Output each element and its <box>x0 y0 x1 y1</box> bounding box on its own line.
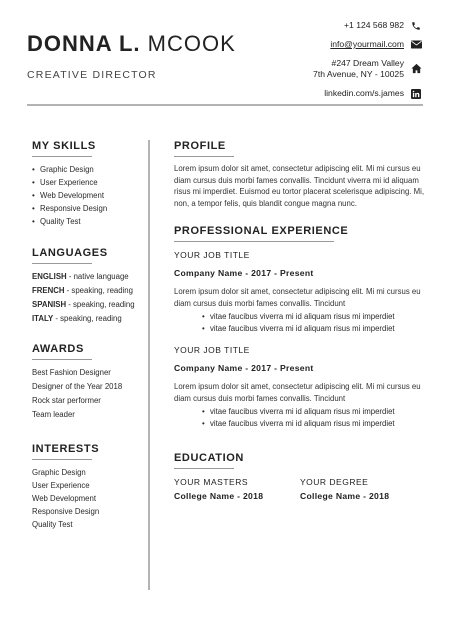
degree-name: YOUR MASTERS <box>174 477 249 487</box>
interests-underline <box>32 459 92 460</box>
address-line-1: #247 Dream Valley <box>331 58 404 68</box>
profile-section <box>174 140 426 209</box>
education-title: EDUCATION <box>174 452 244 464</box>
language-item <box>32 312 140 326</box>
language-name: SPANISH <box>32 300 67 309</box>
education-section <box>174 452 426 501</box>
language-level: - speaking, reading <box>53 314 122 323</box>
education-entry <box>174 477 300 501</box>
job-bullet: • vitae faucibus viverra mi id aliquam risus mi imperdiet <box>202 311 426 323</box>
job-role: CREATIVE DIRECTOR <box>27 69 157 81</box>
profile-title: PROFILE <box>174 140 226 152</box>
skill-item: • User Experience <box>32 176 140 189</box>
column-divider <box>148 140 150 590</box>
experience-title: PROFESSIONAL EXPERIENCE <box>174 225 349 237</box>
education-entries <box>174 477 426 501</box>
home-icon <box>410 63 422 74</box>
job-title: YOUR JOB TITLE <box>174 250 250 260</box>
resume-name <box>27 31 236 57</box>
job-bullet: • vitae faucibus viverra mi id aliquam risus mi imperdiet <box>202 323 426 335</box>
job-bullets <box>202 406 426 430</box>
profile-text: Lorem ipsum dolor sit amet, consectetur adipiscing elit. Mi mi cursus eu diam cursus duis morbi fames convallis. Tincidunt viverra mi id aliquam risus mi imperdiet. Euismod eu tortor placerat scelerisque adipiscing. Mi, non, a tempor felis, quis blandit congue magna nunc. <box>174 164 425 208</box>
languages-title: LANGUAGES <box>32 247 108 259</box>
contact-email <box>313 39 422 50</box>
interests-title: INTERESTS <box>32 443 100 455</box>
degree-name: YOUR DEGREE <box>300 477 369 487</box>
award-item: Designer of the Year 2018 <box>32 382 123 391</box>
languages-underline <box>32 263 92 264</box>
college-name: College Name - 2018 <box>300 491 390 501</box>
job-title: YOUR JOB TITLE <box>174 345 250 355</box>
language-name: ENGLISH <box>32 272 67 281</box>
language-item <box>32 284 140 298</box>
contact-address <box>313 58 422 80</box>
interest-item: User Experience <box>32 481 90 490</box>
last-name: MCOOK <box>147 31 236 56</box>
job-bullets <box>202 311 426 335</box>
education-underline <box>174 468 234 469</box>
job-description: Lorem ipsum dolor sit amet, consectetur adipiscing elit. Mi mi cursus eu diam cursus duis morbi fames convallis. Tincidunt <box>174 287 421 308</box>
language-item <box>32 298 140 312</box>
profile-underline <box>174 156 234 157</box>
skill-item: • Web Development <box>32 189 140 202</box>
interest-item: Graphic Design <box>32 468 86 477</box>
contact-linkedin <box>313 88 422 99</box>
first-name: DONNA L. <box>27 31 141 56</box>
phone-text: +1 124 568 982 <box>344 20 404 30</box>
language-name: FRENCH <box>32 286 65 295</box>
college-name: College Name - 2018 <box>174 491 264 501</box>
right-column <box>174 140 426 501</box>
job-entry <box>174 250 426 335</box>
awards-section <box>32 343 140 422</box>
language-name: ITALY <box>32 314 54 323</box>
languages-section <box>32 247 140 326</box>
interest-item: Quality Test <box>32 520 73 529</box>
experience-section <box>174 225 426 430</box>
interests-section <box>32 443 140 531</box>
job-bullet: • vitae faucibus viverra mi id aliquam risus mi imperdiet <box>202 406 426 418</box>
left-column <box>32 140 140 531</box>
interest-item: Responsive Design <box>32 507 100 516</box>
skill-item: • Graphic Design <box>32 163 140 176</box>
skills-list <box>32 163 140 228</box>
job-bullet: • vitae faucibus viverra mi id aliquam risus mi imperdiet <box>202 418 426 430</box>
skills-title: MY SKILLS <box>32 140 96 152</box>
job-description: Lorem ipsum dolor sit amet, consectetur adipiscing elit. Mi mi cursus eu diam cursus duis morbi fames convallis. Tincidunt <box>174 382 421 403</box>
language-level: - speaking, reading <box>66 300 135 309</box>
award-item: Team leader <box>32 410 75 419</box>
job-company: Company Name - 2017 - Present <box>174 268 314 278</box>
envelope-icon <box>410 39 422 50</box>
header-divider <box>27 104 423 106</box>
job-company: Company Name - 2017 - Present <box>174 363 314 373</box>
language-level: - speaking, reading <box>64 286 133 295</box>
email-link[interactable]: info@yourmail.com <box>330 39 404 49</box>
experience-underline <box>174 241 334 242</box>
interest-item: Web Development <box>32 494 96 503</box>
skills-section <box>32 140 140 228</box>
linkedin-link[interactable]: linkedin.com/s.james <box>324 88 404 98</box>
phone-icon <box>410 20 422 31</box>
education-entry <box>300 477 426 501</box>
skill-item: • Responsive Design <box>32 202 140 215</box>
contact-block <box>313 20 422 107</box>
awards-title: AWARDS <box>32 343 84 355</box>
address-line-2: 7th Avenue, NY - 10025 <box>313 69 404 79</box>
award-item: Best Fashion Designer <box>32 368 111 377</box>
skill-item: • Quality Test <box>32 215 140 228</box>
address-text <box>313 58 404 80</box>
awards-underline <box>32 359 92 360</box>
linkedin-icon <box>410 88 422 99</box>
language-level: - native language <box>66 272 129 281</box>
award-item: Rock star performer <box>32 396 101 405</box>
language-item <box>32 270 140 284</box>
contact-phone <box>313 20 422 31</box>
job-entry <box>174 345 426 430</box>
skills-underline <box>32 156 92 157</box>
